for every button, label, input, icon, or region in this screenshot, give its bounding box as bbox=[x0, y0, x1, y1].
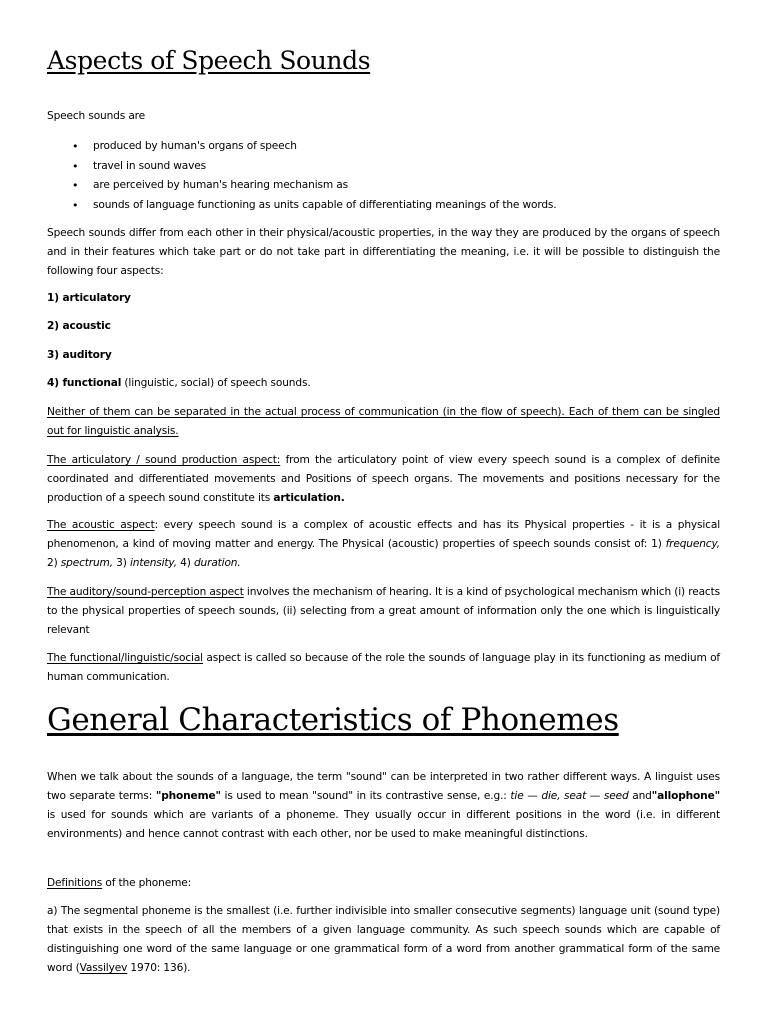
auditory-text: involves the mechanism of hearing. It is a kind of psychological mechanism which (i) reacts to the physical properties of speech sounds, (ii) selecting from a great amount of information only the one which is linguistically relevant bbox=[47, 586, 720, 636]
acoustic-sep-4: 4) bbox=[176, 557, 194, 569]
acoustic-text: : every speech sound is a complex of acoustic effects and has its Physical properties - it is a physical phenomenon, a kind of moving matter and energy. The Physical (acoustic) properties of speech sounds consist of: 1) bbox=[47, 519, 720, 550]
paragraph-articulatory bbox=[47, 451, 720, 508]
definition-a-text: a) The segmental phoneme is the smallest (i.e. further indivisible into smaller consecutive segments) language unit (sound type) that exists in the speech of all the members of a given language community. As such speech sounds which are capable of distinguishing one word of the same language or one grammatical form of a word from another grammatical form of the same word ( bbox=[47, 905, 720, 974]
general-text-2: is used to mean "sound" in its contrastive sense, e.g.: bbox=[220, 790, 511, 802]
acoustic-label: The acoustic aspect bbox=[47, 519, 155, 531]
list-item: • are perceived by human's hearing mechanism as bbox=[47, 176, 720, 196]
general-text-1: When we talk about the sounds of a language, the term "sound" can be interpreted in two rather different ways. A linguist uses two separate terms: bbox=[47, 771, 720, 802]
term-frequency: frequency, bbox=[665, 538, 720, 550]
aspect-functional-text: (linguistic, social) of speech sounds. bbox=[121, 377, 311, 389]
paragraph-general bbox=[47, 768, 720, 844]
acoustic-sep-3: 3) bbox=[112, 557, 130, 569]
paragraph-acoustic bbox=[47, 516, 720, 573]
articulatory-text: from the articulatory point of view every speech sound is a complex of definite coordinated and differentiated movements and Positions of speech organs. The movements and positions necessary for the production of a speech sound constitute its bbox=[47, 454, 720, 504]
aspect-functional-label: 4) functional bbox=[47, 377, 122, 389]
articulation-term: articulation. bbox=[273, 492, 345, 504]
term-allophone: "allophone" bbox=[651, 790, 720, 802]
bullet-list bbox=[47, 137, 720, 215]
aspect-functional bbox=[47, 374, 720, 393]
intro-text: Speech sounds are bbox=[47, 110, 146, 122]
term-spectrum: spectrum, bbox=[60, 557, 113, 569]
general-text-4: is used for sounds which are variants of a phoneme. They usually occur in different positions in the word (i.e. in different environments) and hence cannot contrast with each other, nor be used to make meaningful distinctions. bbox=[47, 809, 720, 840]
list-item: • sounds of language functioning as units capable of differentiating meanings of the words. bbox=[47, 196, 720, 216]
functional-text: aspect is called so because of the role the sounds of language play in its functioning as medium of human communication. bbox=[47, 652, 720, 683]
term-duration: duration. bbox=[193, 557, 241, 569]
acoustic-sep-2: 2) bbox=[47, 557, 61, 569]
aspect-acoustic: 2) acoustic bbox=[47, 320, 111, 332]
articulatory-label: The articulatory / sound production aspect: bbox=[47, 454, 281, 466]
paragraph-definitions bbox=[47, 874, 720, 893]
example-pairs: tie — die, seat — seed bbox=[510, 790, 629, 802]
aspect-auditory: 3) auditory bbox=[47, 349, 112, 361]
list-item: • produced by human's organs of speech bbox=[47, 137, 720, 157]
functional-label: The functional/linguistic/social bbox=[47, 652, 203, 664]
paragraph-definition-a bbox=[47, 902, 720, 978]
heading-general-characteristics: General Characteristics of Phonemes bbox=[47, 702, 619, 738]
definitions-label: Definitions bbox=[47, 877, 103, 889]
general-text-3: and bbox=[628, 790, 652, 802]
paragraph-auditory bbox=[47, 583, 720, 640]
paragraph-functional bbox=[47, 649, 720, 687]
paragraph-neither: Neither of them can be separated in the actual process of communication (in the flow of speech). Each of them can be singled out for linguistic analysis. bbox=[47, 406, 720, 437]
term-phoneme: "phoneme" bbox=[155, 790, 221, 802]
definition-a-end: 1970: 136). bbox=[127, 962, 191, 974]
list-item: • travel in sound waves bbox=[47, 157, 720, 177]
aspect-articulatory: 1) articulatory bbox=[47, 292, 131, 304]
reference-vassilyev: Vassilyev bbox=[79, 962, 128, 974]
heading-aspects-of-speech-sounds: Aspects of Speech Sounds bbox=[47, 46, 371, 75]
term-intensity: intensity, bbox=[129, 557, 177, 569]
auditory-label: The auditory/sound-perception aspect bbox=[47, 586, 244, 598]
definitions-text: of the phoneme: bbox=[102, 877, 192, 889]
paragraph-four-aspects: Speech sounds differ from each other in their physical/acoustic properties, in the way they are produced by the organs of speech and in their features which take part or do not take part in differentiating the meaning, i.e. it will be possible to distinguish the following four aspects: bbox=[47, 227, 720, 277]
